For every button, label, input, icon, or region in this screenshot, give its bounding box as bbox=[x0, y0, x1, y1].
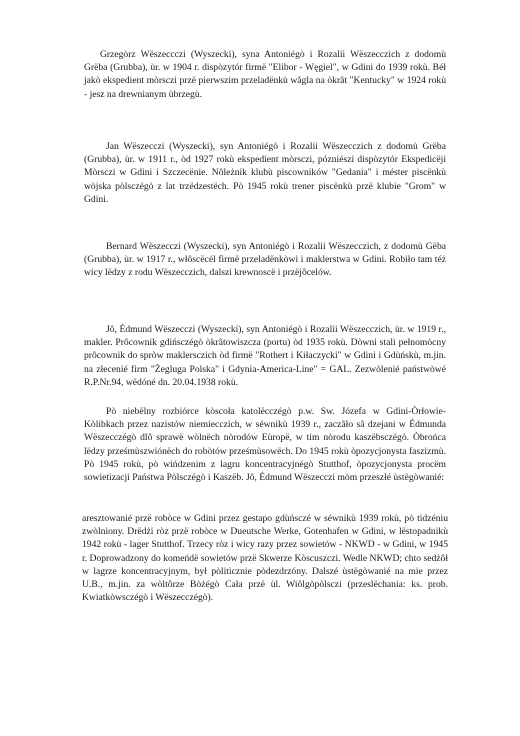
paragraph-church-demolition: Pò niebëlny rozbiórce kòscoła katolëcczégò p.w. Sw. Józefa w Gdini-Òrłowie-Kòlibkach przez nazistów niemiecczich, w séwnikù 1939 r., zaczãło sã dzejani w Édmunda Wëszecczégò dlô sprawë wòlnëch nòrodów Eùropë, w tim nòrodu kaszëbsczégò. Òbrońca lëdzy prześmùszwiónëch do robòtów prześmùsowëch. Do 1945 rokù òpozycjonysta faszizmù. Pò 1945 rokù, pò wińdzenim z lagru koncentracyjnégò Stutthof, òpozycjonysta procëm sowietizacji Państwa Pòlsczégò i Kaszëb. Jô, Édmund Wëszecczi mòm przeszłé ùstëgòwanié: bbox=[84, 406, 446, 484]
paragraph-bernard: Bernard Wëszecczi (Wyszecki), syn Antoniégò i Rozalii Wëszecczich, z dodomù Gëba (Grubba), ùr. w 1917 r., włôscëcél firmë przeladënkòwi i maklerstwa w Gdini. Robiło tam téż wicy lëdzy z rodu Wëszecczich, dalszi krewnoscë i przëjôcelów. bbox=[84, 241, 446, 279]
paragraph-edmund: Jô, Édmund Wëszecczi (Wyszecki), syn Antoniégò i Rozalii Wëszecczich, ùr. w 1919 r., makler. Prôcownik gdińsczégò òkrãtowiszcza (portu) òd 1935 rokù. Dòwni stali pełnomòcny prôcownik do spròw maklersczich òd firmë "Rothert i Kiłaczycki" w Gdini i Gdùńskù, m.jin. na złecenié firm "Żegluga Polska" i Gdynia-America-Line" = GAL. Zezwòlenié państwòwé R.P.Nr.94, wëdóné dn. 20.04.1938 rokù. bbox=[84, 324, 446, 388]
paragraph-arrests: aresztowanié przë robòce w Gdini przez gestapo gdùńsczé w séwnikù 1939 rokù, pò tidzéniu zwòlniony. Drëdżi ròz przë robòce w Dueutsche Werke, Gotenhafen w Gdini, w lëstopadnikù 1942 rokù - lager Stutthof. Trzecy ròz i wicy razy przez sowietów - NKWD - w Gdini, w 1945 r. Doprowadzony do komeńdë sowietów przë Skwerze Kòscuszczi. Wedle NKWD; chto sedżôł w lagrze koncentracyjnym, był pòlitìcznie pòdezdrzóny. Dalszé ùstëgòwanié na mie przez U.B., m.jin. za wòltôrze Bòżégò Całа przë ùl. Wiôlgòpòlsczi (przeslëchania: ks. prob. Kwiatkòwsczégò i Wëszecczégò). bbox=[82, 513, 448, 604]
paragraph-grzegorz: Grzegòrz Wëszeccczi (Wyszecki), syna Antoniégò i Rozalii Wëszecczich z dodomù Grëba (Grubba), ùr. w 1904 r. dispòzytór firmë "Elibor - Węgiel", w Gdini do 1939 rokù. Béł jakò ekspedient mòrsczi przë pierwszim przeladënkù wãgla na òkrãt "Kentucky" w 1924 rokù - jesz na drewnianym ùbrzegù. bbox=[84, 49, 446, 100]
paragraph-jan: Jan Wëszecczi (Wyszecki), syn Antoniégò i Rozalii Wëszecczich z dodomù Grëba (Grubba), ùr. w 1911 r., òd 1927 rokù ekspedient mòrsczi, pózniészi dispòzytór Ekspedicëji Mòrsczi w Gdini i Szczecënie. Nôleżnik klubù piscowników "Gedania" i méster piscënkù wòjska pòlsczégò z lat trzëdzestëch. Pò 1945 rokù trener piscënkù przë klubie "Grom" w Gdini. bbox=[84, 141, 446, 205]
